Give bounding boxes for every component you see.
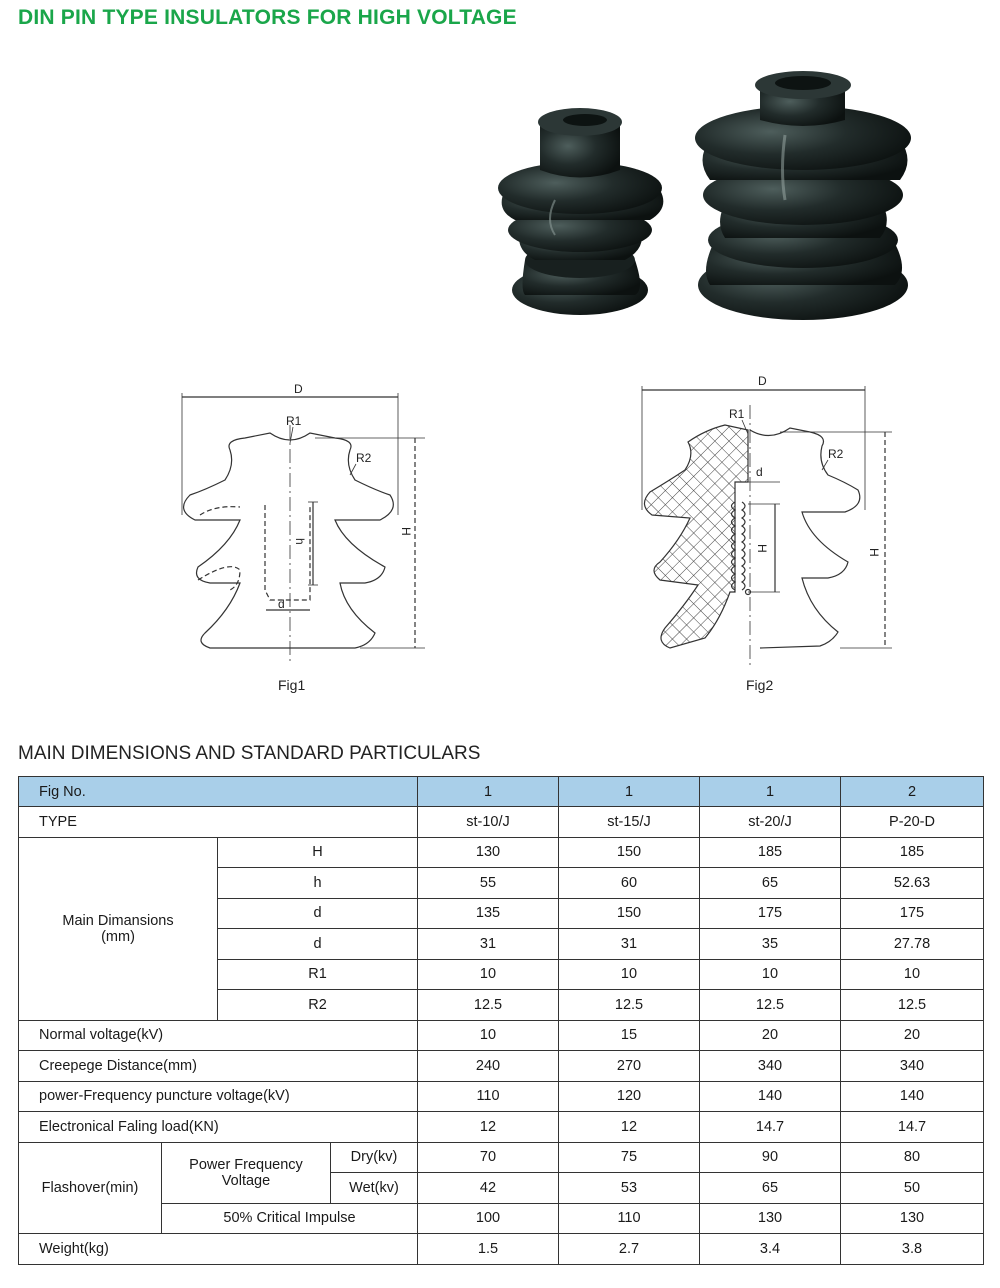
main-dimensions-label-line1: Main Dimansions — [62, 912, 174, 929]
table-cell: 150 — [559, 898, 700, 929]
dry-label: Dry(kv) — [331, 1142, 418, 1173]
fig1-caption: Fig1 — [278, 677, 306, 693]
table-cell: 20 — [700, 1020, 841, 1051]
table-cell: 140 — [841, 1081, 984, 1112]
table-cell: 14.7 — [700, 1112, 841, 1143]
row-label: power-Frequency puncture voltage(kV) — [19, 1081, 418, 1112]
table-cell: P-20-D — [841, 807, 984, 838]
table-cell: 75 — [559, 1142, 700, 1173]
table-cell: 185 — [841, 837, 984, 868]
table-cell: st-10/J — [418, 807, 559, 838]
table-cell: 3.4 — [700, 1234, 841, 1265]
table-cell: 80 — [841, 1142, 984, 1173]
table-cell: 70 — [418, 1142, 559, 1173]
fig1-label-h: h — [293, 538, 307, 545]
dimension-label: R1 — [218, 959, 418, 990]
table-cell: 90 — [700, 1142, 841, 1173]
table-header-row — [19, 777, 984, 807]
page-title: DIN PIN TYPE INSULATORS FOR HIGH VOLTAGE — [18, 6, 517, 29]
table-cell: 110 — [559, 1203, 700, 1234]
fig2-label-R2: R2 — [828, 447, 844, 461]
table-cell: 140 — [700, 1081, 841, 1112]
table-row — [19, 1081, 984, 1112]
table-row — [19, 807, 984, 838]
table-cell: 27.78 — [841, 929, 984, 960]
fig1-label-R1: R1 — [286, 414, 302, 428]
table-cell: 100 — [418, 1203, 559, 1234]
table-cell: 175 — [700, 898, 841, 929]
table-cell: 270 — [559, 1051, 700, 1082]
power-frequency-line1: Power Frequency — [189, 1156, 303, 1173]
table-cell: 3.8 — [841, 1234, 984, 1265]
table-cell: 10 — [418, 1020, 559, 1051]
table-cell: 12.5 — [418, 990, 559, 1021]
table-cell: 340 — [841, 1051, 984, 1082]
table-cell: 2.7 — [559, 1234, 700, 1265]
table-cell: 135 — [418, 898, 559, 929]
table-cell: 130 — [700, 1203, 841, 1234]
table-cell: 12.5 — [700, 990, 841, 1021]
table-row — [19, 1203, 984, 1234]
table-cell: 340 — [700, 1051, 841, 1082]
table-cell: 12.5 — [559, 990, 700, 1021]
table-cell: 50 — [841, 1173, 984, 1204]
small-insulator-photo — [498, 108, 663, 315]
fig1-label-D: D — [294, 382, 303, 396]
table-cell: 10 — [559, 959, 700, 990]
insulator-photo — [485, 60, 930, 345]
table-cell: 12 — [559, 1112, 700, 1143]
table-cell: 130 — [841, 1203, 984, 1234]
table-cell: 14.7 — [841, 1112, 984, 1143]
fig2-label-D: D — [758, 374, 767, 388]
table-cell: 31 — [559, 929, 700, 960]
table-row — [19, 1051, 984, 1082]
table-cell: 20 — [841, 1020, 984, 1051]
table-cell: 2 — [841, 777, 984, 807]
table-cell: 10 — [418, 959, 559, 990]
row-label: Normal voltage(kV) — [19, 1020, 418, 1051]
table-cell: 65 — [700, 868, 841, 899]
table-cell: 130 — [418, 837, 559, 868]
table-cell: 10 — [841, 959, 984, 990]
table-cell: 150 — [559, 837, 700, 868]
row-label: Creepege Distance(mm) — [19, 1051, 418, 1082]
fig1-label-H: H — [399, 527, 413, 536]
row-label: TYPE — [19, 807, 418, 838]
table-cell: 240 — [418, 1051, 559, 1082]
dimension-label: R2 — [218, 990, 418, 1021]
table-row — [19, 1142, 984, 1173]
fig2-label-R1: R1 — [729, 407, 745, 421]
power-frequency-label — [162, 1142, 331, 1203]
table-cell: 60 — [559, 868, 700, 899]
dimension-label: H — [218, 837, 418, 868]
large-insulator-photo — [695, 71, 911, 320]
fig1-label-R2: R2 — [356, 451, 372, 465]
table-cell: 1 — [700, 777, 841, 807]
dimension-label: d — [218, 898, 418, 929]
table-cell: 15 — [559, 1020, 700, 1051]
row-label: Weight(kg) — [19, 1234, 418, 1265]
table-cell: 175 — [841, 898, 984, 929]
fig2-label-H: H — [867, 548, 881, 557]
flashover-label: Flashover(min) — [19, 1142, 162, 1234]
table-cell: 12 — [418, 1112, 559, 1143]
section-title: MAIN DIMENSIONS AND STANDARD PARTICULARS — [18, 743, 481, 764]
row-label: Electronical Faling load(KN) — [19, 1112, 418, 1143]
table-cell: 52.63 — [841, 868, 984, 899]
table-row — [19, 1112, 984, 1143]
table-row — [19, 837, 984, 868]
fig2-label-inner-H: H — [755, 544, 769, 553]
table-cell: 12.5 — [841, 990, 984, 1021]
table-cell: st-15/J — [559, 807, 700, 838]
table-cell: 65 — [700, 1173, 841, 1204]
fig1-label-d: d — [278, 597, 285, 611]
impulse-label: 50% Critical Impulse — [162, 1203, 418, 1234]
table-cell: 35 — [700, 929, 841, 960]
main-dimensions-label — [19, 837, 218, 1020]
table-cell: 1.5 — [418, 1234, 559, 1265]
table-cell: 42 — [418, 1173, 559, 1204]
table-cell: 120 — [559, 1081, 700, 1112]
table-cell: 110 — [418, 1081, 559, 1112]
table-cell: 185 — [700, 837, 841, 868]
table-row — [19, 1234, 984, 1265]
table-cell: 53 — [559, 1173, 700, 1204]
table-cell: 1 — [418, 777, 559, 807]
spec-table — [18, 776, 984, 1265]
table-cell: 31 — [418, 929, 559, 960]
table-cell: 1 — [559, 777, 700, 807]
wet-label: Wet(kv) — [331, 1173, 418, 1204]
table-cell: 55 — [418, 868, 559, 899]
main-dimensions-label-line2: (mm) — [101, 928, 135, 945]
power-frequency-line2: Voltage — [221, 1172, 271, 1189]
table-cell: st-20/J — [700, 807, 841, 838]
table-row — [19, 1020, 984, 1051]
dimension-label: h — [218, 868, 418, 899]
fig2-label-d: d — [756, 465, 763, 479]
dimension-label: d — [218, 929, 418, 960]
table-cell: 10 — [700, 959, 841, 990]
fig2-drawing — [630, 370, 900, 670]
fig2-caption: Fig2 — [746, 677, 774, 693]
header-label: Fig No. — [19, 777, 418, 807]
fig1-drawing — [170, 375, 440, 675]
